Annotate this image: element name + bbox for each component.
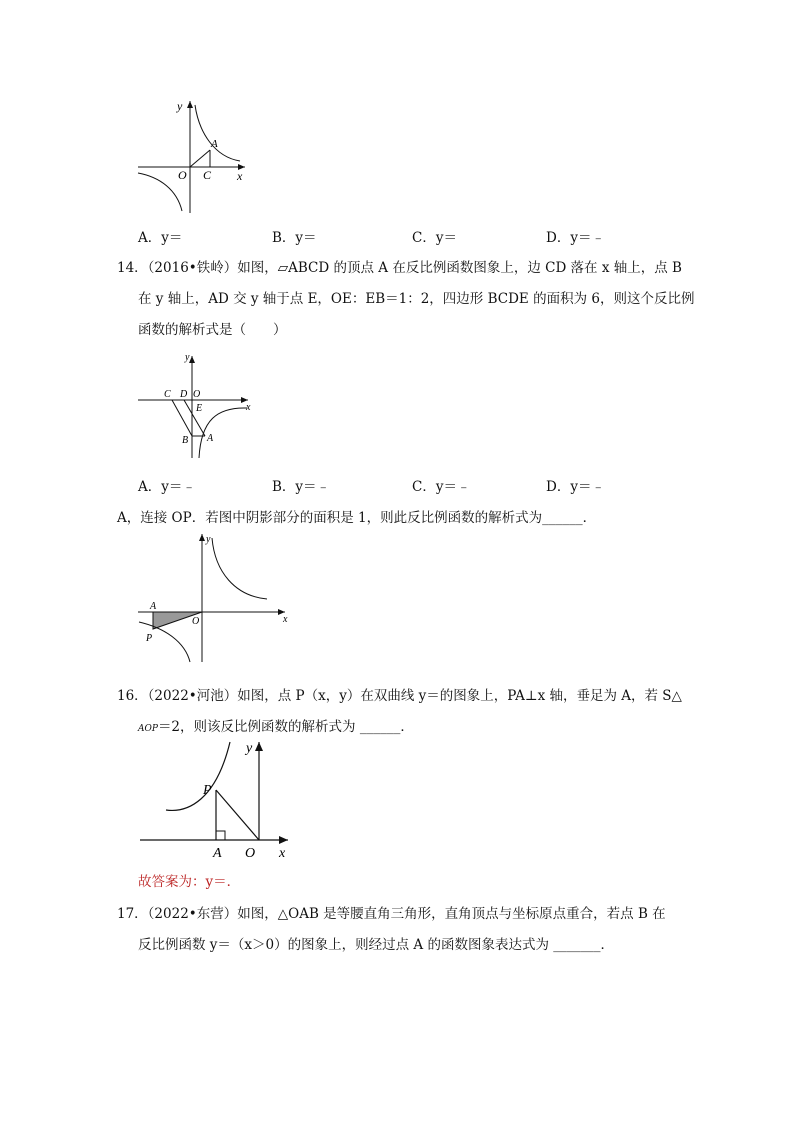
fig13-label-o: O — [178, 168, 187, 182]
fig15-label-p: P — [146, 633, 153, 644]
fig16-label-o: O — [245, 846, 256, 861]
q16-subscript: AOP — [138, 724, 158, 734]
fig14-label-x: x — [246, 402, 251, 413]
fig16-label-a: A — [213, 846, 222, 861]
fig14-label-o: O — [193, 389, 201, 400]
q14-option-d: D．y＝﹣ — [546, 479, 605, 495]
fig15-label-y: y — [206, 534, 211, 545]
q13-option-d: D．y＝﹣ — [546, 230, 605, 246]
fig13-label-x: x — [237, 169, 243, 183]
figure-16-graph — [138, 738, 298, 863]
q14-line-3: 函数的解析式是（ ） — [138, 322, 287, 338]
q16-line-2-text: ＝2，则该反比例函数的解析式为 ______． — [157, 719, 414, 735]
fig14-label-c: C — [164, 389, 171, 400]
q15-line-1: A，连接 OP．若图中阴影部分的面积是 1，则此反比例函数的解析式为______． — [117, 510, 597, 526]
fig13-label-c: C — [203, 168, 212, 182]
figure-15-graph — [135, 530, 295, 665]
q17-line-1: 17．（2022•东营）如图，△OAB 是等腰直角三角形，直角顶点与坐标原点重合，若点 B 在 — [117, 906, 666, 922]
q14-option-c: C．y＝﹣ — [412, 479, 471, 495]
fig15-label-o: O — [192, 616, 200, 627]
fig13-label-a: A — [211, 138, 218, 150]
fig16-label-p: P — [203, 783, 212, 798]
q17-line-2: 反比例函数 y＝（x＞0）的图象上，则经过点 A 的函数图象表达式为 _______． — [138, 937, 614, 953]
q13-option-c: C．y＝ — [412, 230, 457, 246]
fig16-label-x: x — [279, 846, 286, 861]
q14-line-2: 在 y 轴上，AD 交 y 轴于点 E，OE：EB＝1：2，四边形 BCDE 的面积为 6，则这个反比例 — [138, 291, 695, 307]
fig16-label-y: y — [246, 741, 253, 756]
q14-line-1: 14．（2016•铁岭）如图，▱ABCD 的顶点 A 在反比例函数图象上，边 CD 落在 x 轴上，点 B — [117, 260, 682, 276]
q16-line-1: 16．（2022•河池）如图，点 P（x，y）在双曲线 y＝的图象上，PA⊥x 轴，垂足为 A，若 S△ — [117, 688, 682, 704]
fig15-label-a: A — [150, 601, 157, 612]
q16-answer: 故答案为：y＝． — [138, 874, 241, 890]
fig15-label-x: x — [283, 614, 288, 625]
fig14-label-d: D — [180, 389, 188, 400]
figure-13-graph — [135, 95, 255, 215]
q13-option-a: A．y＝ — [138, 230, 183, 246]
figure-14-graph — [135, 350, 260, 460]
q14-option-b: B．y＝﹣ — [272, 479, 331, 495]
fig14-label-y: y — [185, 352, 190, 363]
fig14-label-b: B — [182, 435, 189, 446]
q13-option-b: B．y＝ — [272, 230, 317, 246]
q16-line-2 — [138, 721, 414, 735]
fig13-label-y: y — [177, 99, 183, 113]
q14-option-a: A．y＝﹣ — [138, 479, 196, 495]
fig14-label-a: A — [207, 433, 214, 444]
fig14-label-e: E — [196, 403, 203, 414]
